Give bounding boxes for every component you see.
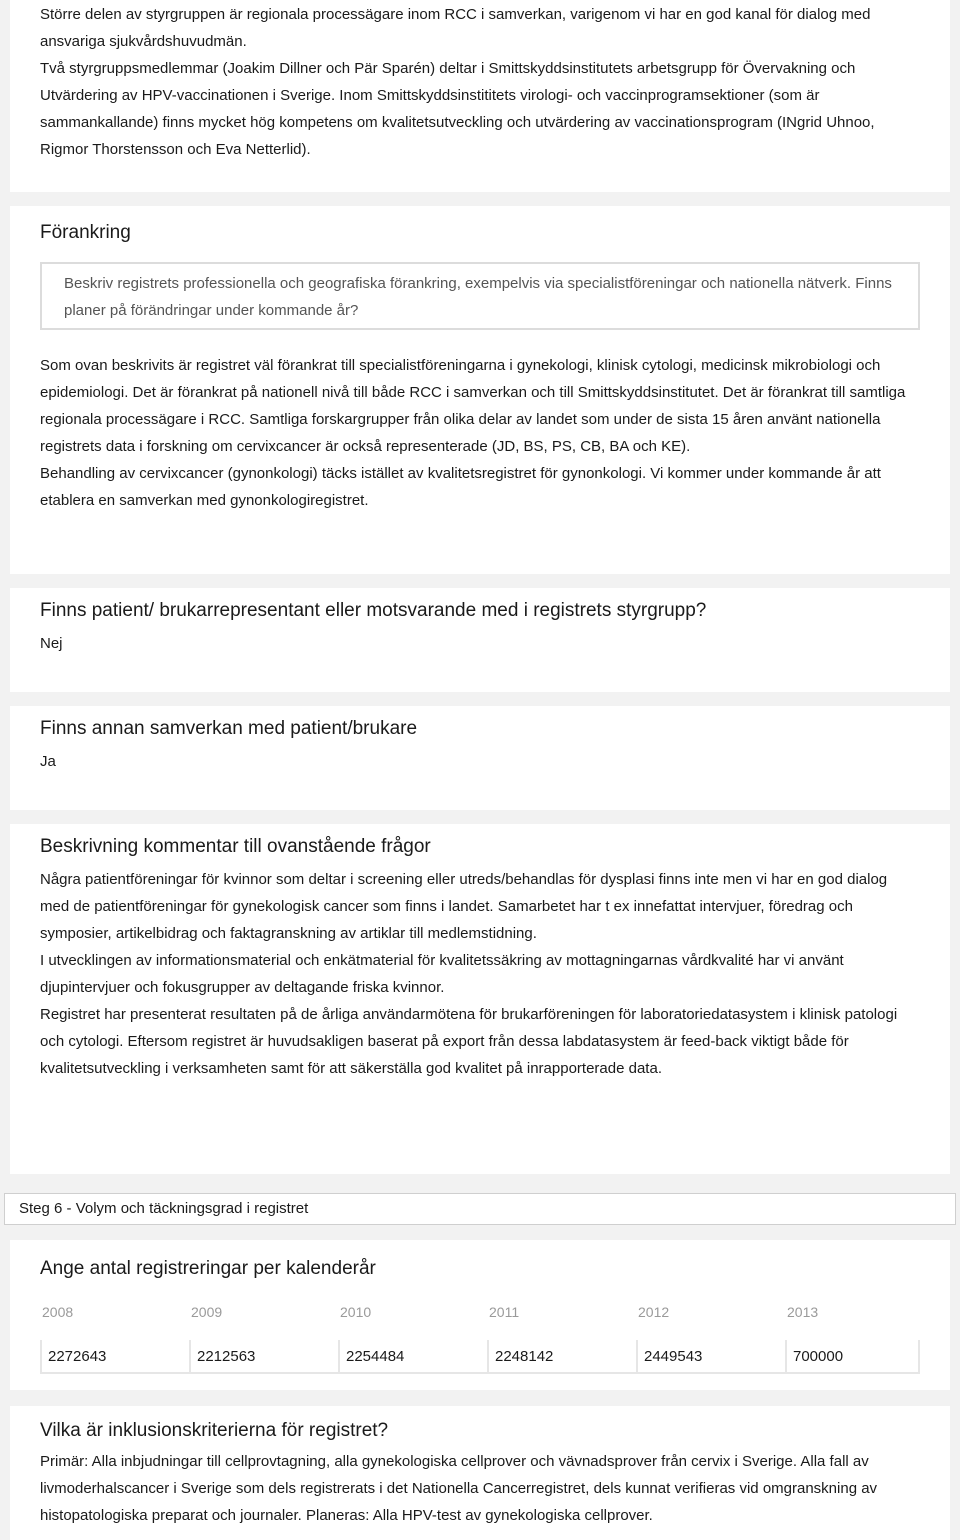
- forankring-answer-2: Behandling av cervixcancer (gynonkologi) täcks istället av kvalitetsregistret för gynonkologi. Vi kommer under kommande år att etablera en samverkan med gynonkologiregistret.: [40, 465, 881, 509]
- year-label: 2010: [340, 1304, 372, 1320]
- year-label: 2009: [191, 1304, 223, 1320]
- year-label: 2013: [787, 1304, 819, 1320]
- inklusion-title: Vilka är inklusionskriterierna för registret?: [40, 1420, 389, 1441]
- year-value-field[interactable]: 2254484: [338, 1340, 487, 1374]
- forankring-hint-box: Beskriv registrets professionella och geografiska förankring, exempelvis via specialistföreningar och nationella nätverk. Finns planer på förändringar under kommande år?: [40, 262, 920, 330]
- step6-header: Steg 6 - Volym och täckningsgrad i registret: [4, 1193, 956, 1225]
- beskrivning-paragraph-2: I utvecklingen av informationsmaterial och enkätmaterial för kvalitetssäkring av mottagningarnas vårdkvalité har vi använt djupintervjuer och fokusgrupper av deltagande friska kvinnor.: [40, 952, 844, 996]
- inklusion-text: Primär: Alla inbjudningar till cellprovtagning, alla gynekologiska cellprover och vävnadsprover från cervix i Sverige. Alla fall av livmoderhalscancer i Sverige som dels registrerats i det Nationella Cancerregistret, dels kunnat verifieras vid omgranskning av histopatologiska preparat och journaler. Planeras: Alla HPV-test av gynekologiska cellprover.: [40, 1453, 878, 1524]
- forankring-answer-1: Som ovan beskrivits är registret väl förankrat till specialistföreningarna i gynekologi, klinisk cytologi, medicinsk mikrobiologi och epidemiologi. Det är förankrat på nationell nivå till både RCC i samverkan och till Smittskyddsinstitutet. Det är förankrat till samtliga regionala processägare i RCC. Samtliga forskargrupper från olika delar av landet som under de sista 15 åren använt nationella registrets data i forskning om cervixcancer är också representerade (JD, BS, PS, CB, BA och KE).: [40, 357, 906, 455]
- year-value-field[interactable]: 700000: [785, 1340, 920, 1374]
- year-value-field[interactable]: 2449543: [636, 1340, 785, 1374]
- year-value-field[interactable]: 2248142: [487, 1340, 636, 1374]
- year-header-row: [40, 1296, 920, 1328]
- patient-rep-title: Finns patient/ brukarrepresentant eller motsvarande med i registrets styrgrupp?: [40, 600, 707, 621]
- inklusion-card: [10, 1406, 950, 1540]
- top-section-card: [10, 0, 950, 192]
- patient-rep-card: [10, 588, 950, 692]
- annan-samverkan-title: Finns annan samverkan med patient/brukare: [40, 718, 418, 739]
- patient-rep-answer: Nej: [40, 635, 63, 652]
- top-paragraph-2: Två styrgruppsmedlemmar (Joakim Dillner och Pär Sparén) deltar i Smittskyddsinstitutets arbetsgrupp för Övervakning och Utvärdering av HPV-vaccinationen i Sverige. Inom Smittskyddsinstititets virologi- och vaccinprogramsektioner (som är sammankallande) finns mycket hög kompetens om kvalitetsutveckling och utvärdering av vaccinationsprogram (INgrid Uhnoo, Rigmor Thorstensson och Eva Netterlid).: [40, 60, 875, 158]
- year-label: 2011: [489, 1304, 520, 1320]
- forankring-title: Förankring: [40, 222, 131, 243]
- registreringar-card: [10, 1240, 950, 1390]
- registreringar-title: Ange antal registreringar per kalenderår: [40, 1258, 376, 1279]
- registreringar-table: [40, 1296, 920, 1374]
- beskrivning-title: Beskrivning kommentar till ovanstående frågor: [40, 836, 431, 857]
- top-paragraph-1: Större delen av styrgruppen är regionala processägare inom RCC i samverkan, varigenom vi har en god kanal för dialog med ansvariga sjukvårdshuvudmän.: [40, 6, 871, 50]
- beskrivning-paragraph-1: Några patientföreningar för kvinnor som deltar i screening eller utreds/behandlas för dysplasi finns inte men vi har en god dialog med de patientföreningar för gynekologisk cancer som finns i landet. Samarbetet har t ex innefattat intervjuer, föredrag och symposier, artikelbidrag och faktagranskning av artiklar till medlemstidning.: [40, 871, 888, 942]
- year-value-field[interactable]: 2212563: [189, 1340, 338, 1374]
- beskrivning-card: [10, 824, 950, 1174]
- year-value-row: [40, 1340, 920, 1374]
- year-label: 2008: [42, 1304, 74, 1320]
- forankring-card: [10, 206, 950, 574]
- year-value-field[interactable]: 2272643: [40, 1340, 189, 1374]
- beskrivning-paragraph-3: Registret har presenterat resultaten på de årliga användarmötena för brukarföreningen för laboratoriedatasystem i klinisk patologi och cytologi. Eftersom registret är huvudsakligen baserat på export från dessa labdatasystem är feed-back viktigt både för kvalitetsutveckling i verksamheten samt för att säkerställa god kvalitet på inrapporterade data.: [40, 1006, 898, 1077]
- annan-samverkan-answer: Ja: [40, 753, 56, 770]
- annan-samverkan-card: [10, 706, 950, 810]
- year-label: 2012: [638, 1304, 670, 1320]
